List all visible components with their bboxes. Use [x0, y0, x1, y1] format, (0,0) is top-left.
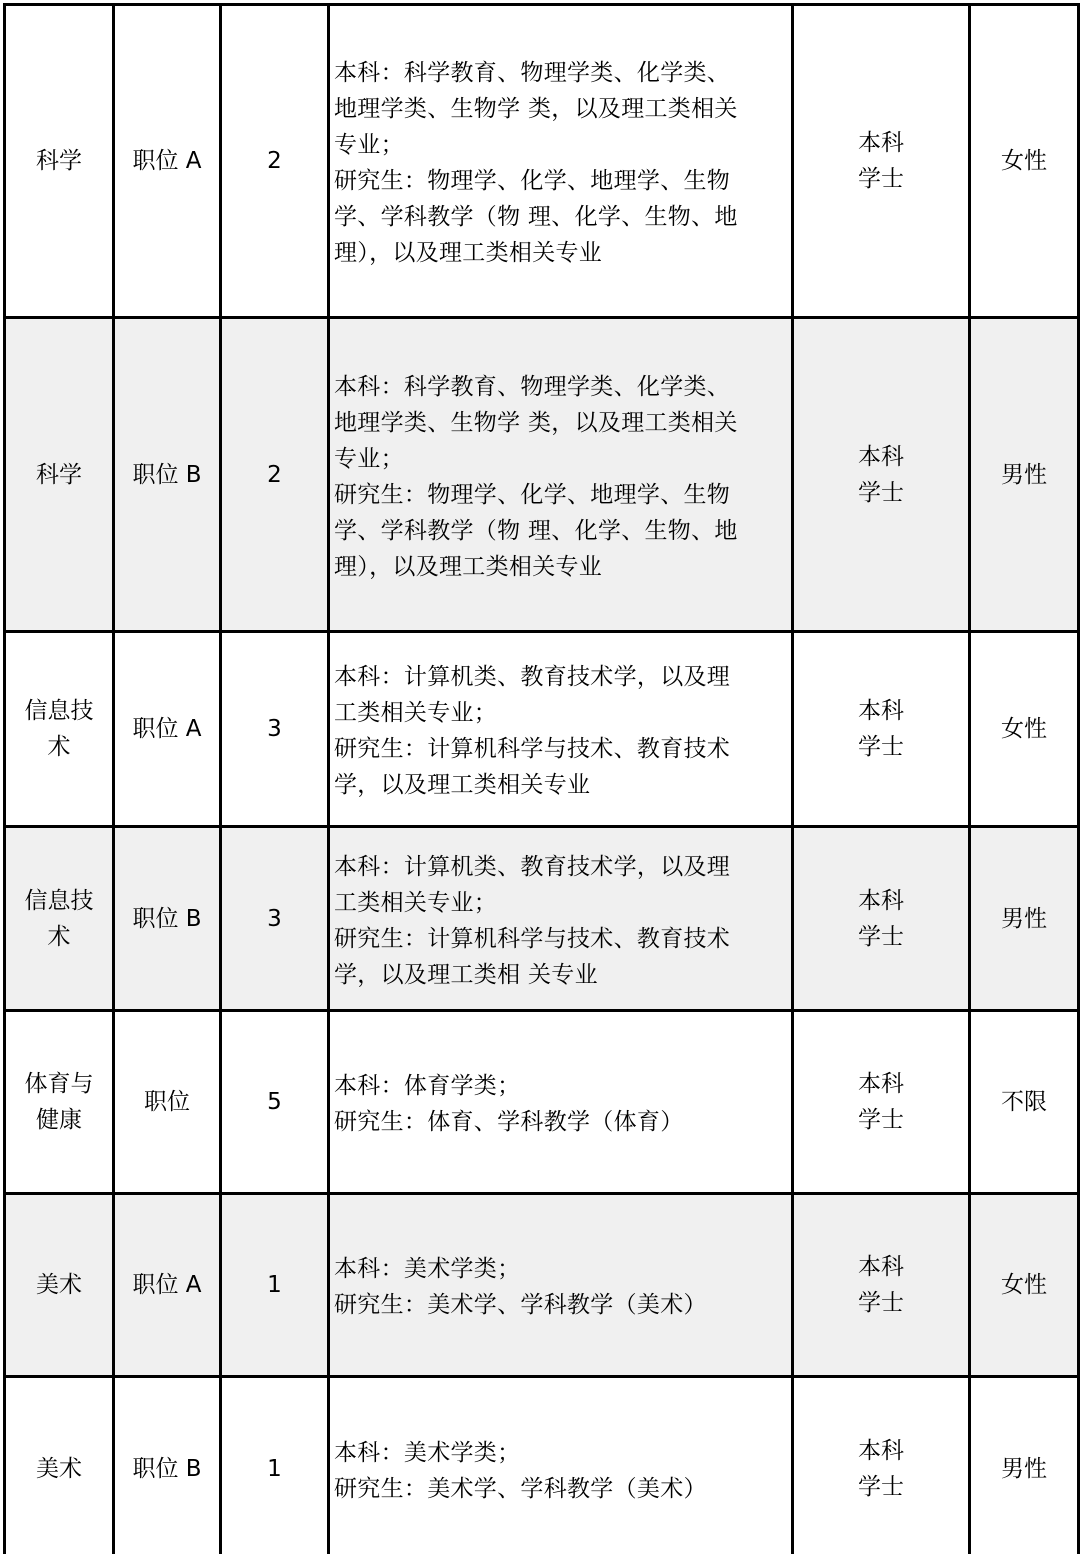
gender-text: 女性: [1001, 716, 1047, 742]
gender-cell: [970, 1377, 1079, 1554]
count-cell: [221, 1194, 329, 1377]
position-cell: [114, 1377, 221, 1554]
position-text: 职位 B: [132, 1455, 202, 1482]
position-text: 职位 B: [132, 461, 202, 488]
major-line: 工类相关专业；: [334, 889, 498, 916]
gender-cell: [970, 318, 1079, 632]
major-cell: [329, 1011, 793, 1194]
gender-cell: [970, 827, 1079, 1011]
recruitment-table: [3, 3, 1080, 1554]
position-text: 职位: [144, 1089, 190, 1115]
position-cell: [114, 318, 221, 632]
gender-text: 男性: [1001, 1455, 1047, 1482]
table-row: [5, 1194, 1079, 1377]
degree-cell: [793, 1194, 970, 1377]
degree-line: 本科: [858, 698, 904, 724]
count-text: 2: [267, 148, 282, 174]
subject-line: 信息技: [24, 698, 94, 724]
degree-cell: [793, 318, 970, 632]
gender-cell: [970, 5, 1079, 318]
count-cell: [221, 318, 329, 632]
major-line: 地理学类、生物学 类，以及理工类相关: [334, 409, 738, 436]
degree-cell: [793, 5, 970, 318]
subject-line: 美术: [36, 1455, 82, 1482]
degree-line: 本科: [858, 1071, 904, 1097]
gender-text: 不限: [1001, 1089, 1047, 1115]
major-line: 本科：美术学类；: [334, 1439, 521, 1466]
table-row: [5, 1011, 1079, 1194]
degree-line: 学士: [858, 734, 904, 760]
table-row: [5, 1377, 1079, 1554]
gender-cell: [970, 632, 1079, 827]
degree-line: 学士: [858, 1107, 904, 1133]
major-line: 学、学科教学（物 理、化学、生物、地: [334, 517, 738, 544]
major-line: 学，以及理工类相 关专业: [334, 961, 598, 988]
major-line: 本科：计算机类、教育技术学，以及理: [334, 853, 731, 880]
major-cell: [329, 5, 793, 318]
position-cell: [114, 1011, 221, 1194]
major-line: 研究生：计算机科学与技术、教育技术: [334, 925, 731, 952]
major-line: 本科：美术学类；: [334, 1256, 521, 1282]
major-line: 研究生：计算机科学与技术、教育技术: [334, 736, 731, 762]
degree-line: 学士: [858, 1473, 904, 1500]
position-cell: [114, 632, 221, 827]
position-text: 职位 B: [132, 905, 202, 932]
major-line: 本科：体育学类；: [334, 1073, 521, 1099]
position-cell: [114, 827, 221, 1011]
degree-line: 学士: [858, 166, 904, 192]
subject-cell: [5, 5, 114, 318]
subject-line: 健康: [36, 1107, 82, 1133]
major-line: 研究生：物理学、化学、地理学、生物: [334, 168, 731, 194]
subject-line: 美术: [36, 1272, 82, 1298]
subject-cell: [5, 1194, 114, 1377]
gender-cell: [970, 1011, 1079, 1194]
major-line: 本科：计算机类、教育技术学，以及理: [334, 664, 731, 690]
count-cell: [221, 1377, 329, 1554]
gender-text: 男性: [1001, 461, 1047, 488]
major-line: 本科：科学教育、物理学类、化学类、: [334, 60, 731, 86]
subject-cell: [5, 1011, 114, 1194]
position-text: 职位 A: [132, 148, 202, 174]
subject-line: 体育与: [24, 1071, 94, 1097]
position-cell: [114, 5, 221, 318]
major-cell: [329, 318, 793, 632]
count-cell: [221, 5, 329, 318]
gender-text: 男性: [1001, 905, 1047, 932]
position-text: 职位 A: [132, 1272, 202, 1298]
table-row: [5, 5, 1079, 318]
count-text: 1: [267, 1455, 282, 1482]
degree-line: 学士: [858, 479, 904, 506]
degree-line: 本科: [858, 1437, 904, 1464]
gender-text: 女性: [1001, 148, 1047, 174]
major-line: 研究生：美术学、学科教学（美术）: [334, 1475, 707, 1502]
degree-line: 学士: [858, 1290, 904, 1316]
subject-line: 科学: [36, 461, 82, 488]
degree-line: 本科: [858, 887, 904, 914]
major-cell: [329, 1377, 793, 1554]
gender-cell: [970, 1194, 1079, 1377]
subject-line: 科学: [36, 148, 82, 174]
count-text: 3: [267, 905, 282, 932]
major-cell: [329, 632, 793, 827]
major-line: 理），以及理工类相关专业: [334, 553, 603, 580]
major-line: 专业；: [334, 445, 404, 472]
major-cell: [329, 1194, 793, 1377]
degree-line: 学士: [858, 923, 904, 950]
position-cell: [114, 1194, 221, 1377]
subject-cell: [5, 632, 114, 827]
count-text: 2: [267, 461, 282, 488]
major-line: 本科：科学教育、物理学类、化学类、: [334, 373, 731, 400]
degree-line: 本科: [858, 1254, 904, 1280]
degree-cell: [793, 1377, 970, 1554]
subject-cell: [5, 827, 114, 1011]
subject-line: 信息技: [24, 887, 94, 914]
major-line: 学，以及理工类相关专业: [334, 772, 591, 798]
subject-line: 术: [47, 923, 71, 950]
major-line: 研究生：体育、学科教学（体育）: [334, 1109, 684, 1135]
subject-line: 术: [47, 734, 71, 760]
table-row: [5, 632, 1079, 827]
subject-cell: [5, 1377, 114, 1554]
table-row: [5, 827, 1079, 1011]
count-text: 1: [267, 1272, 282, 1298]
degree-cell: [793, 827, 970, 1011]
degree-line: 本科: [858, 443, 904, 470]
count-text: 5: [267, 1089, 282, 1115]
major-line: 研究生：物理学、化学、地理学、生物: [334, 481, 731, 508]
major-line: 理），以及理工类相关专业: [334, 240, 603, 266]
gender-text: 女性: [1001, 1272, 1047, 1298]
degree-cell: [793, 1011, 970, 1194]
table-body: [5, 5, 1079, 1554]
major-line: 学、学科教学（物 理、化学、生物、地: [334, 204, 738, 230]
count-cell: [221, 827, 329, 1011]
count-cell: [221, 1011, 329, 1194]
table-row: [5, 318, 1079, 632]
count-cell: [221, 632, 329, 827]
degree-cell: [793, 632, 970, 827]
major-line: 地理学类、生物学 类，以及理工类相关: [334, 96, 738, 122]
count-text: 3: [267, 716, 282, 742]
major-line: 研究生：美术学、学科教学（美术）: [334, 1292, 707, 1318]
degree-line: 本科: [858, 130, 904, 156]
major-line: 工类相关专业；: [334, 700, 498, 726]
major-line: 专业；: [334, 132, 404, 158]
subject-cell: [5, 318, 114, 632]
position-text: 职位 A: [132, 716, 202, 742]
major-cell: [329, 827, 793, 1011]
